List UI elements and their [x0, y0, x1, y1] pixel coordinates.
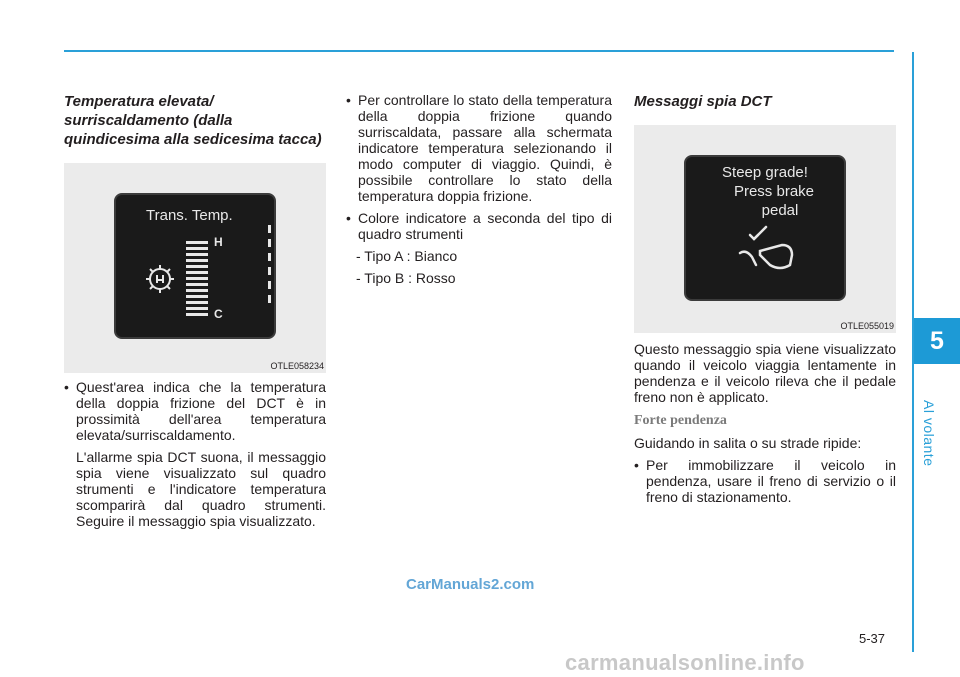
- hot-label: H: [214, 235, 223, 249]
- column-3: [634, 92, 896, 511]
- top-rule: [64, 50, 894, 52]
- section-heading-temperature: Temperatura elevata/ surriscaldamento (dalla quindicesima alla sedicesima tacca): [64, 93, 322, 148]
- message-line: Press brake: [733, 183, 815, 200]
- footer-watermark: carmanualsonline.info: [565, 650, 805, 675]
- paragraph-uphill: Guidando in salita o su strade ripide:: [634, 435, 862, 451]
- cluster-screen: [684, 155, 846, 301]
- page-number: 5-37: [859, 631, 886, 646]
- message-line: pedal: [761, 202, 799, 219]
- type-b-item: - Tipo B : Rosso: [356, 270, 456, 286]
- section-heading-dct-messages: Messaggi spia DCT: [634, 93, 772, 110]
- message-line: Steep grade!: [722, 164, 808, 181]
- cold-label: C: [214, 307, 223, 321]
- list-item: • Quest'area indica che la temperatura della doppia frizione del DCT è in prossimità dell'area temperatura elevata/surriscaldamento.: [64, 379, 326, 443]
- paragraph-alarm: L'allarme spia DCT suona, il messaggio spia viene visualizzato sul quadro strumenti e l'indicatore temperatura scomparirà dal quadro strumenti. Seguire il messaggio spia visualizzato.: [76, 449, 326, 529]
- screen-title: Trans. Temp.: [146, 207, 233, 224]
- figure-code: OTLE058234: [270, 361, 324, 371]
- figure-code: OTLE055019: [840, 321, 894, 331]
- figure-steep-grade: [634, 125, 896, 333]
- paragraph-message: Questo messaggio spia viene visualizzato quando il veicolo viaggia lentamente in pendenza e il veicolo rileva che il pedale freno non è applicato.: [634, 341, 896, 405]
- column-1: [64, 92, 326, 529]
- list-item: • Per immobilizzare il veicolo in pendenza, usare il freno di servizio o il freno di stazionamento.: [634, 457, 896, 505]
- subheading-steep-grade: Forte pendenza: [634, 413, 727, 428]
- type-a-item: - Tipo A : Bianco: [356, 248, 458, 264]
- list-item: • Per controllare lo stato della temperatura della doppia frizione quando surriscaldata, passare alla schermata indicatore temperatura selezionando il modo computer di viaggio. Quindi, è possibile controllare lo stato della temperatura doppia frizione.: [346, 92, 612, 204]
- brake-pedal-icon: [686, 157, 844, 299]
- figure-trans-temp: [64, 163, 326, 373]
- chapter-title: Al volante: [921, 400, 937, 467]
- column-2: [346, 92, 612, 286]
- watermark-link[interactable]: CarManuals2.com: [406, 576, 535, 593]
- cluster-screen: [114, 193, 276, 339]
- gear-temperature-icon: [116, 195, 274, 337]
- list-item: • Colore indicatore a seconda del tipo di quadro strumenti: [346, 210, 612, 242]
- chapter-tab[interactable]: 5: [914, 318, 960, 364]
